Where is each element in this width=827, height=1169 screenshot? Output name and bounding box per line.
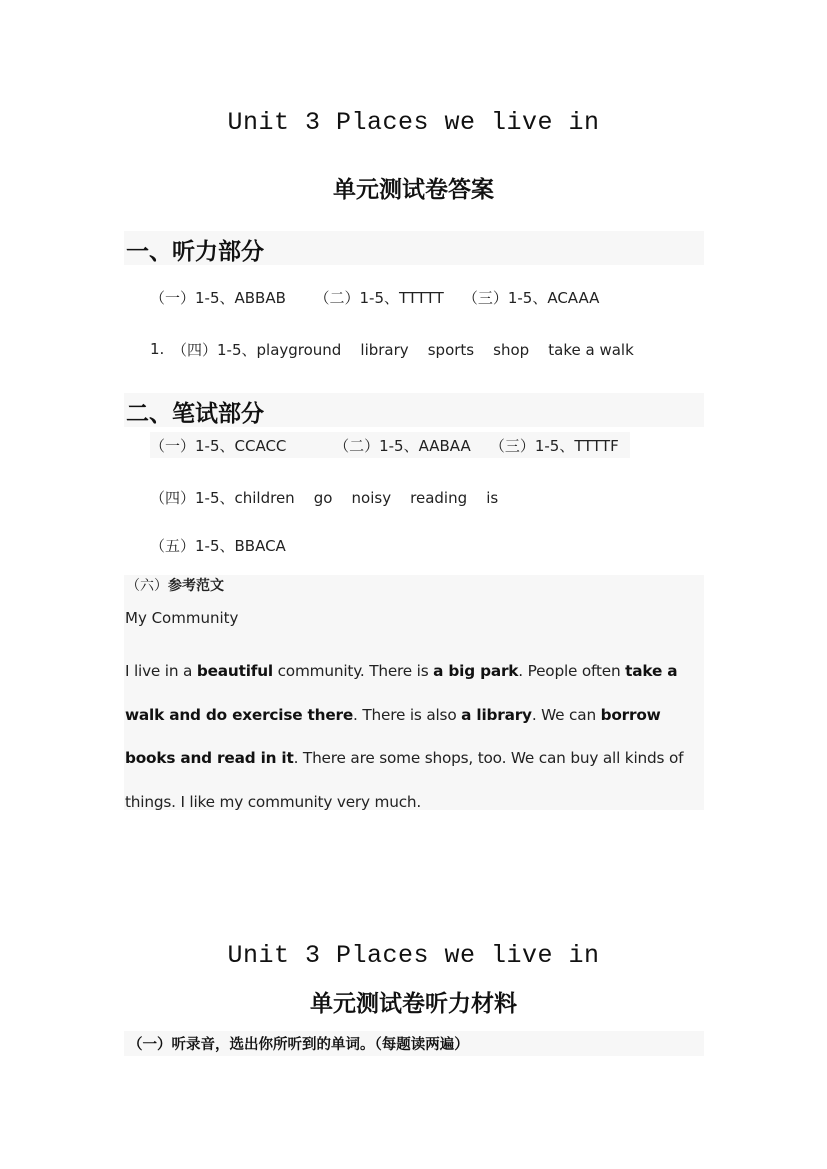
essay-bold-run: a big park [433,662,519,680]
essay-text-run: community. There is [272,662,434,680]
essay-bold-run: beautiful [196,662,273,680]
answer-line: （四）1-5、playground library sports shop take a walk [172,341,634,359]
essay-text-run: . We can [531,705,601,724]
essay-text [125,650,705,824]
essay-bold-run: a library [461,705,532,724]
page-title-en: Unit 3 Places we live in [227,108,600,137]
essay-subheading-label: 参考范文 [168,578,224,594]
essay-text-run: . There is also [353,705,462,724]
essay-bold-run: take a walk and do exercise there [125,662,678,724]
listening-heading: （一）听录音，选出你所听到的单词。（每题读两遍） [128,1036,469,1053]
answer-line: （五）1-5、BBACA [150,537,286,555]
essay-title: My Community [125,609,239,627]
section-heading-written: 二、笔试部分 [126,400,264,427]
essay-text-run: I live in a [125,662,197,680]
answer-line-number: 1. [150,340,165,358]
essay-subheading [126,575,224,595]
page-subtitle-cn: 单元测试卷答案 [333,176,494,203]
page-title-en-2: Unit 3 Places we live in [227,941,600,970]
section-heading-listening: 一、听力部分 [126,238,264,265]
answer-line: （四）1-5、children go noisy reading is [150,489,499,507]
essay-subheading-prefix: （六） [126,578,168,594]
answer-line: （一）1-5、CCACC （二）1-5、AABAA （三）1-5、TTTTF [150,437,619,455]
essay-text-run: . People often [518,662,626,680]
page-subtitle-cn-2: 单元测试卷听力材料 [310,990,517,1017]
answer-line: （一）1-5、ABBAB （二）1-5、TTTTT （三）1-5、ACAAA [150,289,600,307]
essay-bold-run: borrow books and read in it [125,705,661,767]
essay-text-run: . There are some shops, too. We can buy all kinds of things. I like my community very much. [125,749,684,811]
